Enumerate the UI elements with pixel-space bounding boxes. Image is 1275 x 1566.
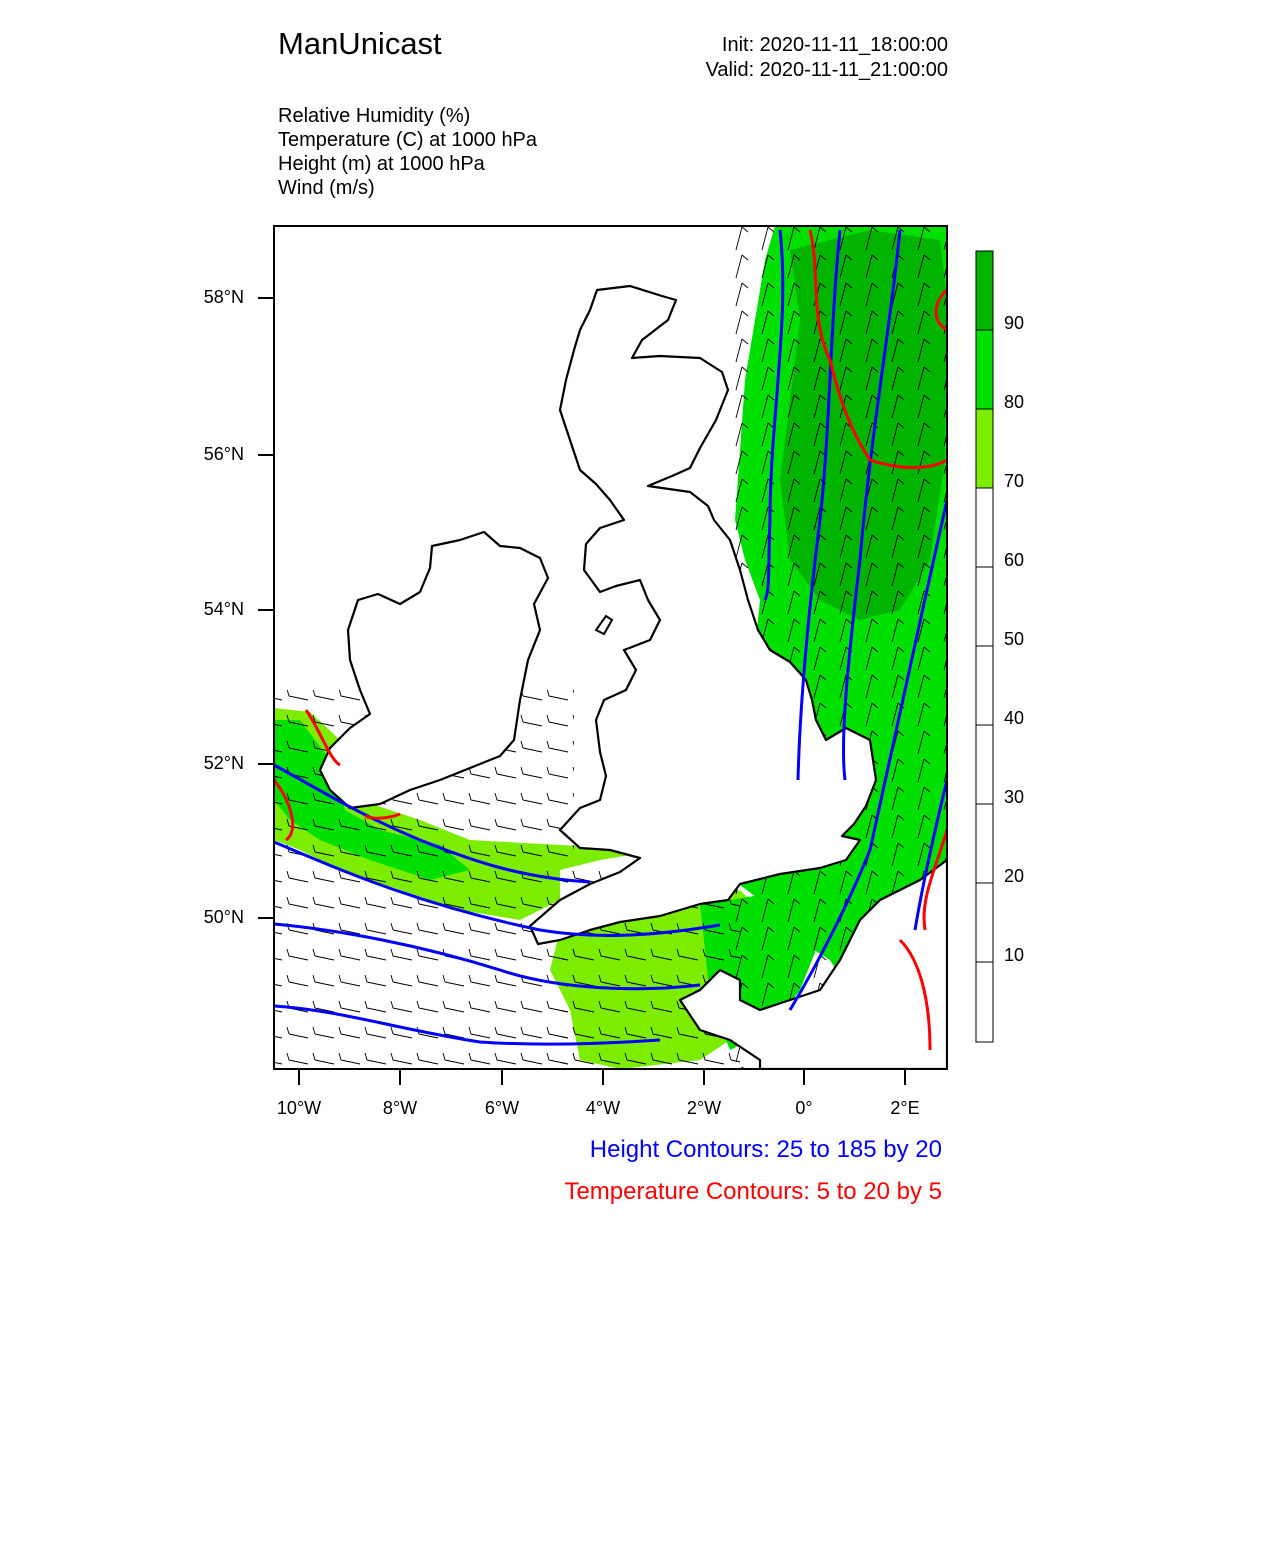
lon-label-10w: 10°W: [276, 1098, 322, 1118]
lat-label-54n: 54°N: [203, 599, 244, 619]
colorbar-label-50: 50: [1004, 629, 1025, 649]
colorbar-bin-30-40: [976, 725, 993, 804]
colorbar-label-70: 70: [1004, 471, 1025, 491]
colorbar-label-60: 60: [1004, 550, 1025, 570]
colorbar-label-40: 40: [1004, 708, 1025, 728]
temperature-contour-note: Temperature Contours: 5 to 20 by 5: [564, 1178, 942, 1205]
colorbar-bin-70-80: [976, 409, 993, 488]
field-label-wind: Wind (m/s): [278, 177, 375, 199]
colorbar-bin-80-90: [976, 330, 993, 409]
lat-label-50n: 50°N: [203, 907, 244, 927]
colorbar-bin-60-70: [976, 488, 993, 567]
colorbar-bin-20-30: [976, 804, 993, 883]
field-label-height: Height (m) at 1000 hPa: [278, 153, 485, 175]
lat-label-56n: 56°N: [203, 444, 244, 464]
chart-title: ManUnicast: [278, 26, 442, 61]
colorbar-bin-40-50: [976, 646, 993, 725]
lon-label-0: 0°: [795, 1098, 813, 1118]
valid-time: Valid: 2020-11-11_21:00:00: [705, 59, 948, 81]
lon-label-8w: 8°W: [382, 1098, 418, 1118]
colorbar-bin-lt10: [976, 962, 993, 1042]
map-field: [274, 226, 947, 1069]
colorbar-bin-10-20: [976, 883, 993, 962]
lon-label-4w: 4°W: [585, 1098, 621, 1118]
coastline-isle-of-man: [596, 616, 612, 634]
lat-label-52n: 52°N: [203, 753, 244, 773]
field-label-rh: Relative Humidity (%): [278, 105, 471, 127]
colorbar: [976, 251, 993, 1042]
lon-label-2w: 2°W: [686, 1098, 722, 1118]
lon-label-2e: 2°E: [890, 1098, 920, 1118]
init-time: Init: 2020-11-11_18:00:00: [721, 34, 948, 56]
height-contour-note: Height Contours: 25 to 185 by 20: [589, 1136, 942, 1163]
colorbar-bin-gt90: [976, 251, 993, 330]
colorbar-label-20: 20: [1004, 866, 1025, 886]
colorbar-label-10: 10: [1004, 945, 1025, 965]
colorbar-bin-50-60: [976, 567, 993, 646]
lat-label-58n: 58°N: [203, 287, 244, 307]
colorbar-label-80: 80: [1004, 392, 1025, 412]
field-label-temperature: Temperature (C) at 1000 hPa: [278, 129, 538, 151]
colorbar-label-90: 90: [1004, 313, 1025, 333]
lon-label-6w: 6°W: [484, 1098, 520, 1118]
colorbar-label-30: 30: [1004, 787, 1025, 807]
